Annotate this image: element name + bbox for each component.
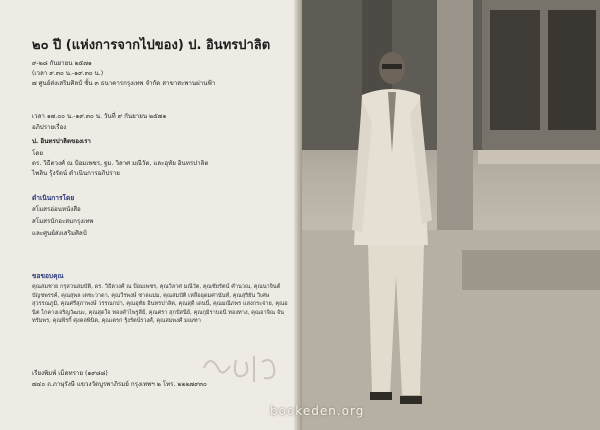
glasses [382, 64, 402, 69]
talk-subject: ป. อินทรปาลิตของเรา [32, 138, 91, 145]
window [490, 10, 540, 130]
event-dates: ๙-๒๘ กันยายน ๒๕๗๑ [32, 60, 92, 67]
talk-time: เวลา ๑๗.๐๐ น.-๑๙.๓๐ น. วันที่ ๙ กันยายน ๒๕๗๑ [32, 113, 167, 120]
thanks-body: คุณสมชาย กรุสวนสมบัติ, ดร. วิธีตวงศ์ ณ ป้อมเพชร, คุณวิลาศ มณีวัต, คุณชัยรัตน์ คำนวณ, คุณนาจินต์ บัญชพรรค์, คุณสุพล เตชะวาดา, คุณวีรพงษ์ ชาลแม่ม, คุณสมบัติ เหลืออุดมศานันท์, คุณสุริยัน วิเศษสุวรรณภูมิ, คุณศรีสุภาพงษ์ วรรณกปา, คุณอุทัย อินทรปาลิต, คุณสุดี เดนนี่, คุณมณีภพร แสงกระจ่าย, คุณอนิต ไกคางเจริญวัฒนะ, คุณสุดใจ ทองคำไพรูลีย์, คุณศรา สุกปัสนีย์, คุณกุมิราบอนี ทองทาง, คุณอาจิณ จันทรัมพร, คุณพีรกิ์ ศุงคลพินิต, คุณเตรก รุ้งรัตน์รวงศ์, คุณสมพงศ์ มณฑา [32, 284, 288, 325]
shoe [400, 396, 422, 404]
organizer-item: สโมสรอ่อนหนังสือ [32, 206, 81, 213]
organizers-heading: ดำเนินการโดย [32, 194, 75, 202]
printer-address: ๗๔๐ ถ.ภาษุรังษี แขวงวัดบูรพาภิรมย์ กรุงเทพฯ ๒ โทร. ๒๒๒๗๙๓๐ [32, 381, 207, 388]
talk-label: อภิปรายเรื่อง [32, 124, 67, 131]
page-title: ๒๐ ปี (แห่งการจากไปของ) ป. อินทรปาลิต [32, 38, 271, 53]
organizer-item: และศูนย์ส่งเสริมศิลป์ [32, 230, 87, 237]
organizer-item: สโมสรนักอะสมกรุงเทพ [32, 218, 94, 225]
shoe [370, 392, 392, 400]
pillar [437, 0, 473, 240]
speakers: ดร. วิธีตวงศ์ ณ ป้อมเพชร, ฐม. วิลาศ มณีวัต, และอุทัย อินทรปาลิต [32, 160, 209, 167]
ledge [478, 150, 600, 164]
printer-name: เรียงพิมพ์ เม็ดทราย (๑๙๘๘) [32, 370, 108, 377]
event-time: (เวลา ๙.๓๐ น.-๑๙.๓๐ น.) [32, 70, 104, 77]
thanks-heading: ขอขอบคุณ [32, 272, 64, 280]
window [548, 10, 596, 130]
portrait-photo [302, 0, 600, 430]
moderator: ไพลิน รุ้งรัตน์ ดำเนินการอภิปราย [32, 170, 120, 177]
by-label: โดย [32, 150, 43, 157]
watermark-text: bookeden.org [270, 404, 365, 418]
photo-page [270, 0, 600, 430]
event-venue: ๗ ศูนย์ส่งเสริมศิลป์ ชั้น ๓ ธนาคารกรุงเทพ จำกัด สาขาสะพานผ่านฟ้า [32, 80, 216, 87]
signature-bleedthrough [196, 338, 286, 398]
steps [462, 250, 600, 290]
